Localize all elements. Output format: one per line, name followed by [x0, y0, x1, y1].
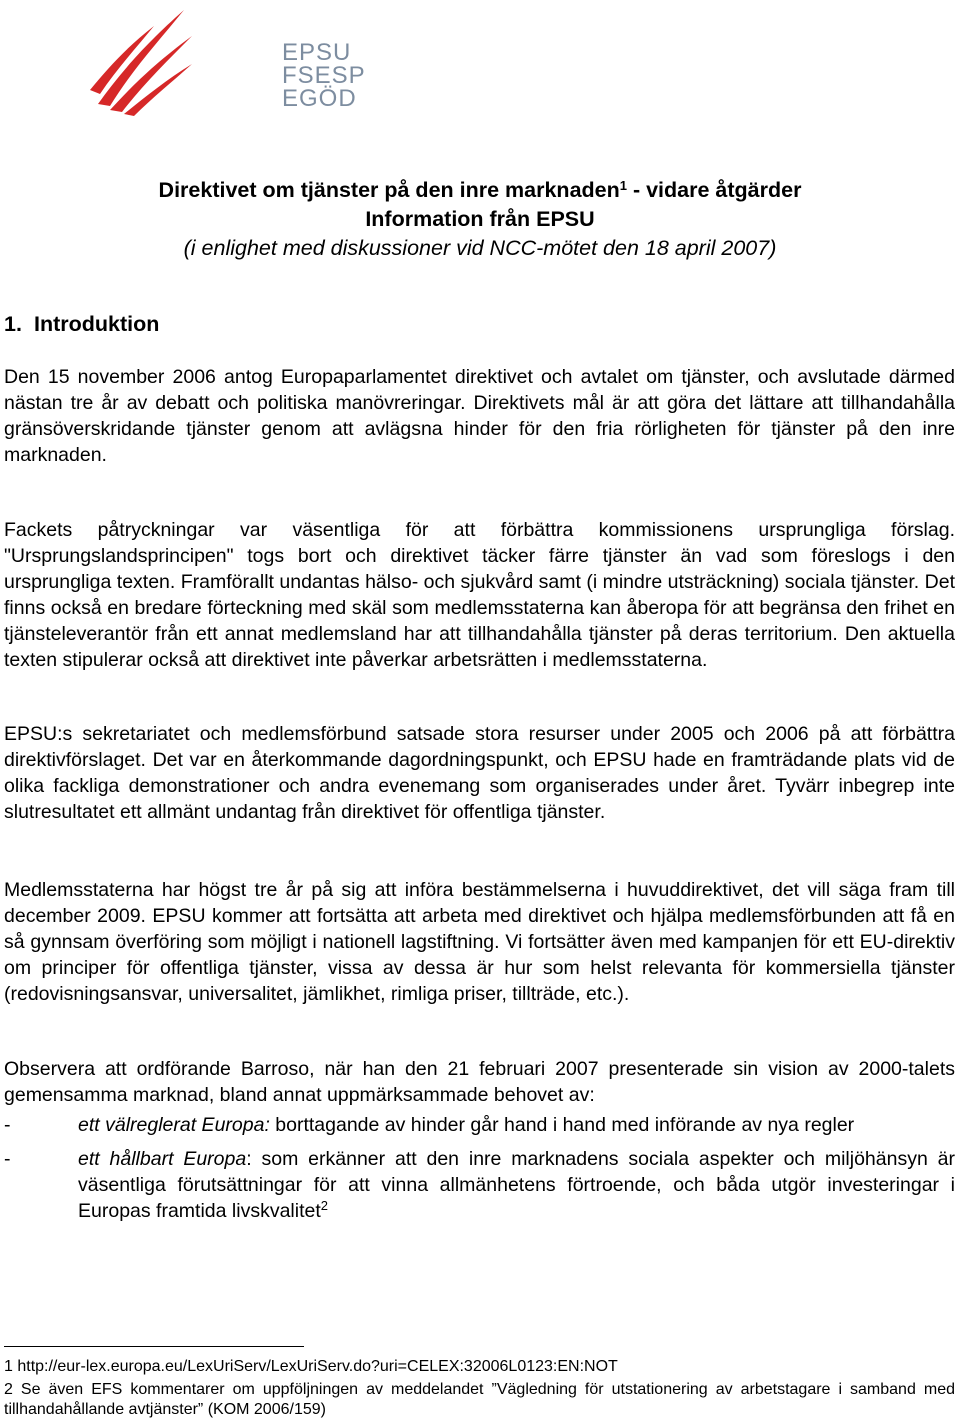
footnote-2: 2 Se även EFS kommentarer om uppföljningen av meddelandet ”Vägledning för utstationering av arbetstagare i samband med tillhandahållande avtjänster” (KOM 2006/159) [4, 1381, 955, 1418]
section-number: 1. [4, 312, 22, 336]
footnote-ref-1: 1 [619, 178, 627, 193]
bullet-dash: - [4, 1114, 11, 1136]
bullet-list [4, 1112, 955, 1224]
paragraph-5: Observera att ordförande Barroso, när han den 21 februari 2007 presenterade sin vision av 2000-talets gemensamma marknad, bland annat uppmärksammade behovet av: [4, 1058, 955, 1106]
footnote-ref-2: 2 [320, 1198, 328, 1213]
paragraph-1: Den 15 november 2006 antog Europaparlamentet direktivet och avtalet om tjänster, och avslutade därmed nästan tre år av debatt och politiska manövreringar. Direktivets mål är att göra det lättare att tillhandahålla gränsöverskridande tjänster genom att avlägsna hinder för den fria rörligheten för tjänster på den inre marknaden. [4, 366, 955, 466]
logo-text-epsu: EPSU [282, 39, 352, 66]
title-line-1: Direktivet om tjänster på den inre marknaden$^1$ - vidare åtgärder [158, 178, 802, 202]
paragraph-4: Medlemsstaterna har högst tre år på sig att införa bestämmelserna i huvuddirektivet, det vill säga fram till december 2009. EPSU kommer att fortsätta att arbeta med direktivet och hjälpa medlemsförbunden att få en så gynnsam överföring som möjligt i nationell lagstiftning. Vi fortsätter även med kampanjen för ett EU-direktiv om principer för offentliga tjänster, vissa av dessa är hur som helst relevanta för kommersiella tjänster (redovisningsansvar, universalitet, jämlikhet, rimliga priser, tillträde, etc.). [4, 879, 955, 1005]
logo-swoosh-icon [88, 6, 198, 116]
epsu-logo [88, 6, 366, 116]
document-title [0, 176, 960, 263]
footnote-divider [4, 1346, 304, 1347]
paragraph-2: Fackets påtryckningar var väsentliga för att förbättra kommissionens ursprungliga förslag. "Ursprungslandsprincipen" togs bort och direktivet täcker färre tjänster än vad som föreslogs i den ursprungliga texten. Framförallt undantas hälso- och sjukvård samt (i mindre utsträckning) sociala tjänster. Det finns också en bredare förteckning med skäl som medlemsstaterna kan åberopa för att begränsa den frihet en tjänsteleverantör från ett annat medlemsland har att tillhandahålla tjänster på deras territorium. Den aktuella texten stipulerar också att direktivet inte påverkar arbetsrätten i medlemsstaterna. [4, 519, 955, 671]
title-line-3: (i enlighet med diskussioner vid NCC-mötet den 18 april 2007) [183, 236, 777, 260]
section-title: Introduktion [34, 312, 160, 336]
logo-text-egod: EGÖD [282, 85, 357, 112]
paragraph-3: EPSU:s sekretariatet och medlemsförbund satsade stora resurser under 2005 och 2006 på att förbättra direktivförslaget. Det var en återkommande dagordningspunkt, och EPSU hade en framträdande plats vid de olika fackliga demonstrationer och andra evenemang som organiserades under året. Tyvärr inbegrep inte slutresultatet ett allmänt undantag från direktivet för offentliga tjänster. [4, 723, 955, 823]
section-heading [4, 312, 159, 337]
footnote-1: 1 http://eur-lex.europa.eu/LexUriServ/LexUriServ.do?uri=CELEX:32006L0123:EN:NOT [4, 1358, 618, 1375]
title-line-2: Information från EPSU [365, 207, 595, 231]
list-item [4, 1146, 955, 1224]
logo-text-fsesp: FSESP [282, 62, 366, 89]
bullet-emphasis: ett välreglerat Europa: [78, 1114, 270, 1136]
list-item [4, 1112, 955, 1138]
bullet-emphasis: ett hållbart Europa [78, 1148, 247, 1170]
bullet-dash: - [4, 1148, 11, 1170]
bullet-text: borttagande av hinder går hand i hand med införande av nya regler [269, 1114, 855, 1136]
bullet-text: : som erkänner att den inre marknadens sociala aspekter och miljöhänsyn är väsentliga förutsättningar för att vinna allmänhetens förtroende, och båda utgör investeringar i Europas framtida livskvalitet [78, 1148, 955, 1222]
